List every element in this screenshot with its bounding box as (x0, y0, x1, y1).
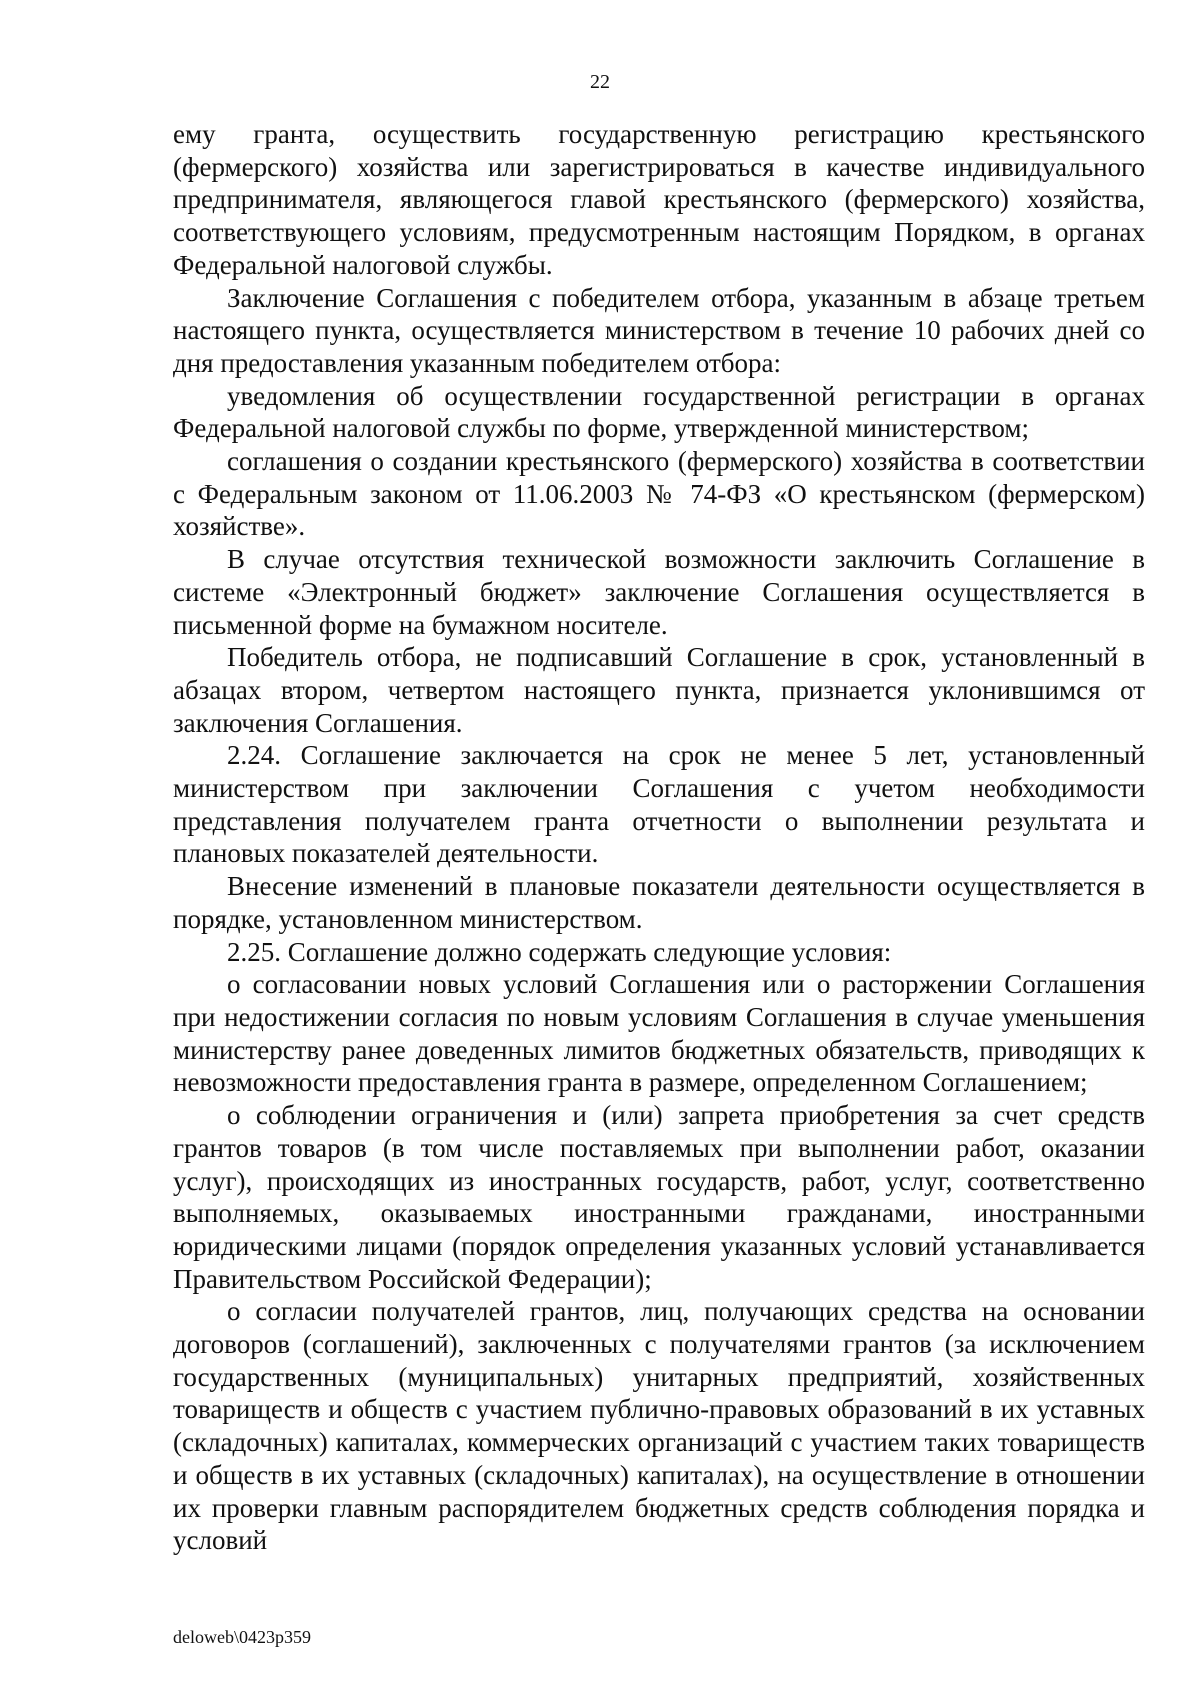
paragraph-continuation: ему гранта, осуществить государственную регистрацию крестьянского (фермерского) хозяйства или зарегистрироваться в качестве индивидуального предпринимателя, являющегося главой крестьянского (фермерского) хозяйства, соответствующего условиям, предусмотренным настоящим Порядком, в органах Федеральной налоговой службы. (173, 119, 1145, 280)
footer-doc-id: deloweb\0423p359 (173, 1627, 311, 1647)
paragraph: Заключение Соглашения с победителем отбора, указанным в абзаце третьем настоящего пункта, осуществляется министерством в течение 10 рабочих дней со дня предоставления указанным победителем отбора: (173, 282, 1145, 378)
paragraph: Победитель отбора, не подписавший Соглашение в срок, установленный в абзацах втором, четвертом настоящего пункта, признается уклонившимся от заключения Соглашения. (173, 642, 1145, 738)
paragraph: уведомления об осуществлении государственной регистрации в органах Федеральной налоговой службы по форме, утвержденной министерством; (173, 380, 1145, 444)
paragraph: В случае отсутствия технической возможности заключить Соглашение в системе «Электронный бюджет» заключение Соглашения осуществляется в письменной форме на бумажном носителе. (173, 544, 1145, 640)
paragraph-2-25: 2.25. Соглашение должно содержать следующие условия: (227, 936, 892, 967)
page-number: 22 (590, 71, 610, 93)
paragraph-2-24: 2.24. Соглашение заключается на срок не менее 5 лет, установленный министерством при заключении Соглашения с учетом необходимости представления получателем гранта отчетности о выполнении результата и плановых показателей деятельности. (173, 740, 1145, 869)
paragraph: о соблюдении ограничения и (или) запрета приобретения за счет средств грантов товаров (в том числе поставляемых при выполнении работ, оказании услуг), происходящих из иностранных государств, работ, услуг, соответственно выполняемых, оказываемых иностранными гражданами, иностранными юридическими лицами (порядок определения указанных условий устанавливается Правительством Российской Федерации); (173, 1100, 1145, 1294)
document-body (173, 118, 1145, 1557)
paragraph: соглашения о создании крестьянского (фермерского) хозяйства в соответствии с Федеральным законом от 11.06.2003 № 74-ФЗ «О крестьянском (фермерском) хозяйстве». (173, 446, 1145, 542)
paragraph: Внесение изменений в плановые показатели деятельности осуществляется в порядке, установленном министерством. (173, 871, 1145, 934)
paragraph-continues: о согласии получателей грантов, лиц, получающих средства на основании договоров (соглашений), заключенных с получателями грантов (за исключением государственных (муниципальных) унитарных предприятий, хозяйственных товариществ и обществ с участием публично-правовых образований в их уставных (складочных) капиталах, коммерческих организаций с участием таких товариществ и обществ в их уставных (складочных) капиталах), на осуществление в отношении их проверки главным распорядителем бюджетных средств соблюдения порядка и условий (173, 1296, 1145, 1556)
paragraph: о согласовании новых условий Соглашения или о расторжении Соглашения при недостижении согласия по новым условиям Соглашения в случае уменьшения министерству ранее доведенных лимитов бюджетных обязательств, приводящих к невозможности предоставления гранта в размере, определенном Соглашением; (173, 969, 1145, 1098)
